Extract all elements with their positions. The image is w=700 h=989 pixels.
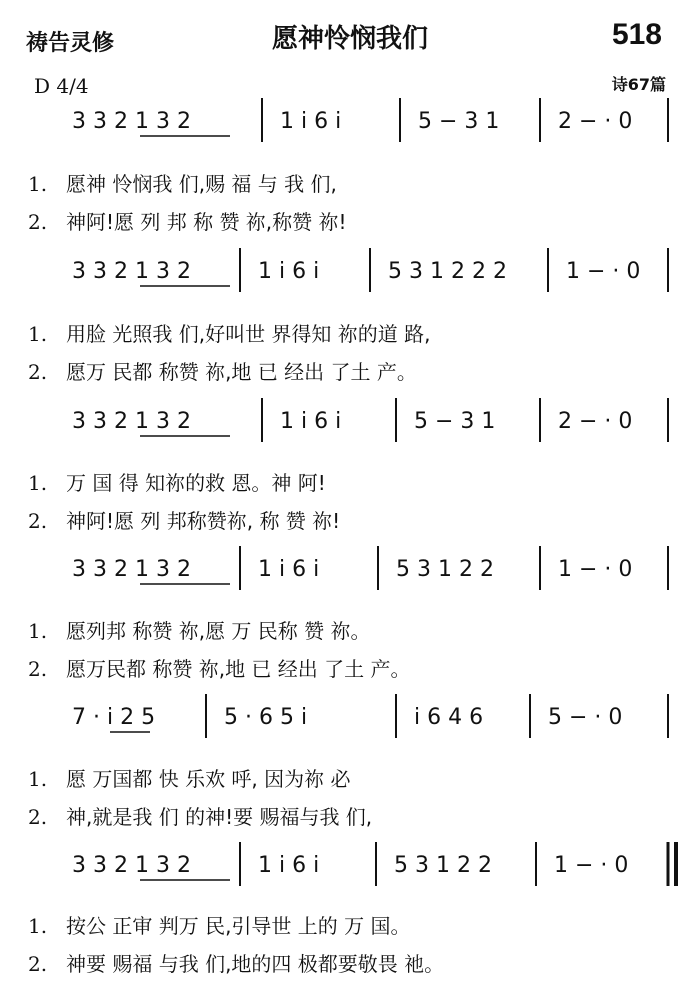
lyric-line-verse2: 2. 神阿!愿 列 邦 称 赞 祢,称赞 祢! — [28, 210, 347, 234]
measure-notes: 3 3 2 1 3 2 — [72, 109, 191, 134]
lyric-line-verse1: 1. 愿 万国都 快 乐欢 呼, 因为祢 必 — [28, 767, 351, 791]
lyric-line-verse2: 2. 神,就是我 们 的神!要 赐福与我 们, — [28, 805, 373, 829]
measure-notes: 1 i 6 i — [280, 109, 342, 134]
measure-notes: 1 − · 0 — [554, 853, 629, 878]
scripture-reference: 诗67篇 — [611, 75, 666, 94]
hymn-title: 愿神怜悯我们 — [271, 24, 428, 54]
category-label: 祷告灵修 — [26, 31, 115, 56]
lyric-line-verse2: 2. 神要 赐福 与我 们,地的四 极都要敬畏 祂。 — [28, 952, 445, 976]
measure-notes: 3 3 2 1 3 2 — [72, 409, 191, 434]
measure-notes: 5 − · 0 — [548, 705, 623, 730]
measure-notes: 5 − 3 1 — [418, 109, 500, 134]
lyric-line-verse1: 1. 用脸 光照我 们,好叫世 界得知 祢的道 路, — [28, 322, 431, 346]
measure-notes: 1 i 6 i — [258, 853, 320, 878]
measure-notes: 1 − · 0 — [558, 557, 633, 582]
measure-notes: 7 · i 2 5 — [72, 705, 156, 730]
measure-notes: 5 3 1 2 2 — [396, 557, 494, 582]
measure-notes: 3 3 2 1 3 2 — [72, 557, 191, 582]
measure-notes: 1 i 6 i — [258, 557, 320, 582]
measure-notes: 1 − · 0 — [566, 259, 641, 284]
lyric-line-verse1: 1. 愿神 怜悯我 们,赐 福 与 我 们, — [28, 172, 337, 196]
measure-notes: 3 3 2 1 3 2 — [72, 853, 191, 878]
key-signature: D 4/4 — [34, 74, 89, 98]
measure-notes: 5 3 1 2 2 2 — [388, 259, 507, 284]
measure-notes: 2 − · 0 — [558, 409, 633, 434]
lyric-line-verse2: 2. 神阿!愿 列 邦称赞祢, 称 赞 祢! — [28, 509, 341, 533]
lyric-line-verse1: 1. 愿列邦 称赞 祢,愿 万 民称 赞 祢。 — [28, 619, 371, 643]
measure-notes: 1 i 6 i — [280, 409, 342, 434]
lyric-line-verse2: 2. 愿万民都 称赞 祢,地 已 经出 了土 产。 — [28, 657, 411, 681]
measure-notes: 1 i 6 i — [258, 259, 320, 284]
measure-notes: 5 3 1 2 2 — [394, 853, 492, 878]
lyric-line-verse1: 1. 按公 正审 判万 民,引导世 上的 万 国。 — [28, 914, 411, 938]
hymn-number: 518 — [611, 18, 662, 51]
measure-notes: i 6 4 6 — [414, 705, 484, 730]
measure-notes: 3 3 2 1 3 2 — [72, 259, 191, 284]
measure-notes: 2 − · 0 — [558, 109, 633, 134]
measure-notes: 5 · 6 5 i — [224, 705, 308, 730]
measure-notes: 5 − 3 1 — [414, 409, 496, 434]
lyric-line-verse1: 1. 万 国 得 知祢的救 恩。神 阿! — [28, 471, 326, 495]
lyric-line-verse2: 2. 愿万 民都 称赞 祢,地 已 经出 了土 产。 — [28, 360, 417, 384]
